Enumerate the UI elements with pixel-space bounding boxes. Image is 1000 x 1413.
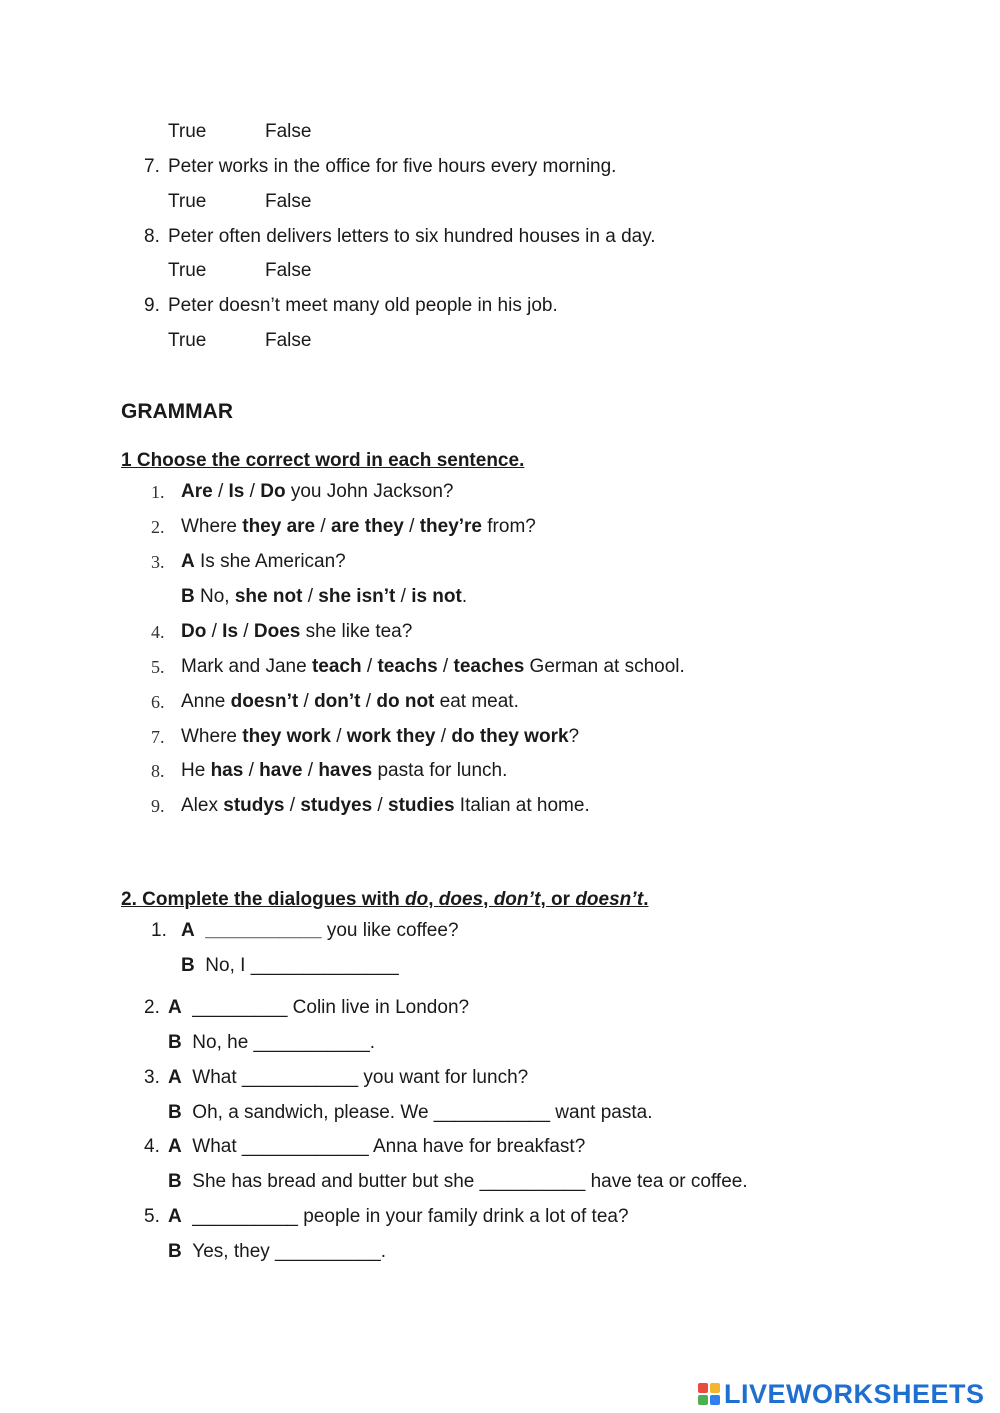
word-choice[interactable]: she isn’t bbox=[318, 586, 396, 607]
question-number: 2. bbox=[151, 517, 165, 537]
answer-blank[interactable]: _________ Colin live in London? bbox=[192, 997, 470, 1018]
question-sentence bbox=[181, 726, 579, 748]
sentence-text: Where bbox=[181, 516, 243, 537]
false-option[interactable]: False bbox=[265, 330, 312, 351]
sentence-text: / bbox=[330, 726, 347, 747]
question-number: 7. bbox=[151, 727, 165, 747]
answer-blank[interactable]: __________ people in your family drink a lot of tea? bbox=[192, 1206, 629, 1227]
dialogue-number: 1. bbox=[151, 920, 167, 941]
word-choice[interactable]: Are bbox=[181, 481, 213, 502]
sentence-text: pasta for lunch. bbox=[372, 760, 508, 781]
sentence-text: Italian at home. bbox=[454, 795, 590, 816]
sentence-text: / bbox=[395, 586, 412, 607]
word-choice[interactable]: A bbox=[181, 551, 195, 572]
word-choice[interactable]: they work bbox=[242, 726, 331, 747]
word-choice[interactable]: studys bbox=[223, 795, 285, 816]
answer-blank[interactable]: No, he ___________. bbox=[192, 1032, 376, 1053]
word-choice[interactable]: studies bbox=[388, 795, 455, 816]
word-choice[interactable]: Is bbox=[228, 481, 245, 502]
sentence-text: / bbox=[243, 760, 260, 781]
word-choice[interactable]: do not bbox=[376, 691, 435, 712]
sentence-text: / bbox=[206, 621, 223, 642]
question-sentence bbox=[181, 621, 412, 643]
reading-item-number: 8. bbox=[144, 226, 160, 247]
sentence-text: / bbox=[372, 795, 388, 816]
answer-blank[interactable]: Yes, they __________. bbox=[192, 1241, 386, 1262]
sentence-text: / bbox=[244, 481, 261, 502]
false-option[interactable]: False bbox=[265, 191, 312, 212]
question-number: 5. bbox=[151, 657, 165, 677]
sentence-text: German at school. bbox=[524, 656, 685, 677]
sentence-text: / bbox=[238, 621, 254, 642]
sentence-text: Alex bbox=[181, 795, 224, 816]
liveworksheets-logo bbox=[698, 1378, 985, 1410]
word-choice[interactable]: she not bbox=[234, 586, 303, 607]
question-number: 6. bbox=[151, 692, 165, 712]
word-choice[interactable]: teachs bbox=[377, 656, 438, 677]
dialogue-line-b: B No, he ___________. bbox=[168, 1032, 376, 1053]
word-choice[interactable]: work they bbox=[346, 726, 436, 747]
dialogue-line-b: B No, I ______________ bbox=[181, 955, 399, 976]
question-sentence bbox=[181, 760, 507, 782]
true-option[interactable]: True bbox=[168, 121, 207, 142]
grammar-heading: GRAMMAR bbox=[121, 400, 233, 423]
reading-item-number: 9. bbox=[144, 295, 160, 316]
word-choice[interactable]: Does bbox=[253, 621, 301, 642]
sentence-text: she like tea? bbox=[300, 621, 413, 642]
sentence-text: Anne bbox=[181, 691, 231, 712]
false-option[interactable]: False bbox=[265, 121, 312, 142]
true-option[interactable]: True bbox=[168, 330, 207, 351]
exercise-2-title: 2. Complete the dialogues with do, does, don’t, or doesn’t. bbox=[121, 889, 649, 910]
word-choice[interactable]: they’re bbox=[419, 516, 482, 537]
dialogue-number: 3. bbox=[144, 1067, 160, 1088]
question-number: 1. bbox=[151, 482, 165, 502]
dialogue-line-a: A __________ people in your family drink a lot of tea? bbox=[168, 1206, 629, 1227]
answer-blank[interactable]: ___________ bbox=[205, 920, 322, 941]
word-choice[interactable]: haves bbox=[318, 760, 373, 781]
question-sentence bbox=[181, 656, 685, 678]
sentence-text: / bbox=[360, 691, 377, 712]
question-number: 8. bbox=[151, 761, 165, 781]
dialogue-line-b: B Yes, they __________. bbox=[168, 1241, 386, 1262]
exercise-1-title: 1 Choose the correct word in each sentence. bbox=[121, 450, 525, 471]
dialogue-line-b: B She has bread and butter but she __________ have tea or coffee. bbox=[168, 1171, 748, 1192]
sentence-text: . bbox=[461, 586, 468, 607]
answer-blank[interactable]: She has bread and butter but she __________ have tea or coffee. bbox=[192, 1171, 748, 1192]
dialogue-number: 4. bbox=[144, 1136, 160, 1157]
sentence-text: Where bbox=[181, 726, 243, 747]
reading-item-text: Peter often delivers letters to six hundred houses in a day. bbox=[168, 226, 656, 247]
sentence-text: from? bbox=[482, 516, 536, 537]
question-sentence bbox=[181, 481, 454, 503]
brand-name: LIVEWORKSHEETS bbox=[724, 1378, 985, 1409]
true-option[interactable]: True bbox=[168, 260, 207, 281]
dialogue-line-b: B Oh, a sandwich, please. We ___________ want pasta. bbox=[168, 1102, 653, 1123]
sentence-text: Mark and Jane bbox=[181, 656, 312, 677]
logo-mark-icon bbox=[698, 1383, 720, 1405]
dialogue-line-a: A What ___________ you want for lunch? bbox=[168, 1067, 529, 1088]
word-choice[interactable]: Do bbox=[181, 621, 207, 642]
question-sentence bbox=[181, 551, 346, 573]
sentence-text: / bbox=[315, 516, 331, 537]
answer-blank[interactable]: Oh, a sandwich, please. We ___________ want pasta. bbox=[192, 1102, 653, 1123]
word-choice[interactable]: Do bbox=[260, 481, 286, 502]
reading-item-text: Peter doesn’t meet many old people in his job. bbox=[168, 295, 558, 316]
sentence-text: He bbox=[181, 760, 211, 781]
sentence-text: / bbox=[284, 795, 301, 816]
sentence-text: you John Jackson? bbox=[285, 481, 454, 502]
sentence-text: No, bbox=[194, 586, 235, 607]
question-sentence bbox=[181, 516, 536, 538]
sentence-text: / bbox=[302, 760, 319, 781]
question-sentence bbox=[181, 691, 519, 713]
dialogue-line-a: A ___________ you like coffee? bbox=[181, 920, 459, 941]
sentence-text: / bbox=[437, 656, 454, 677]
word-choice[interactable]: they are bbox=[242, 516, 316, 537]
word-choice[interactable]: has bbox=[210, 760, 244, 781]
word-choice[interactable]: is not bbox=[411, 586, 462, 607]
reading-item-text: Peter works in the office for five hours every morning. bbox=[168, 156, 617, 177]
sentence-text: ? bbox=[568, 726, 580, 747]
question-sentence bbox=[181, 586, 467, 608]
word-choice[interactable]: studyes bbox=[300, 795, 373, 816]
sentence-text: / bbox=[212, 481, 229, 502]
sentence-text: eat meat. bbox=[434, 691, 519, 712]
word-choice[interactable]: are they bbox=[330, 516, 404, 537]
sentence-text: / bbox=[403, 516, 420, 537]
word-choice[interactable]: B bbox=[181, 586, 195, 607]
word-choice[interactable]: teach bbox=[311, 656, 362, 677]
sentence-text: / bbox=[298, 691, 315, 712]
question-sentence bbox=[181, 795, 590, 817]
word-choice[interactable]: doesn’t bbox=[230, 691, 299, 712]
question-number: 3. bbox=[151, 552, 165, 572]
word-choice[interactable]: teaches bbox=[453, 656, 525, 677]
sentence-text: / bbox=[435, 726, 452, 747]
answer-blank[interactable]: What ____________ Anna have for breakfast? bbox=[192, 1136, 586, 1157]
word-choice[interactable]: have bbox=[259, 760, 303, 781]
word-choice[interactable]: do they work bbox=[451, 726, 569, 747]
dialogue-number: 2. bbox=[144, 997, 160, 1018]
true-option[interactable]: True bbox=[168, 191, 207, 212]
dialogue-line-a: A What ____________ Anna have for breakfast? bbox=[168, 1136, 586, 1157]
sentence-text: / bbox=[361, 656, 378, 677]
answer-blank[interactable]: No, I ______________ bbox=[205, 955, 399, 976]
word-choice[interactable]: don’t bbox=[314, 691, 361, 712]
sentence-text: / bbox=[302, 586, 319, 607]
answer-blank[interactable]: What ___________ you want for lunch? bbox=[192, 1067, 529, 1088]
word-choice[interactable]: Is bbox=[222, 621, 239, 642]
false-option[interactable]: False bbox=[265, 260, 312, 281]
reading-item-number: 7. bbox=[144, 156, 160, 177]
sentence-text: Is she American? bbox=[194, 551, 346, 572]
question-number: 4. bbox=[151, 622, 165, 642]
dialogue-number: 5. bbox=[144, 1206, 160, 1227]
dialogue-line-a: A _________ Colin live in London? bbox=[168, 997, 470, 1018]
question-number: 9. bbox=[151, 796, 165, 816]
